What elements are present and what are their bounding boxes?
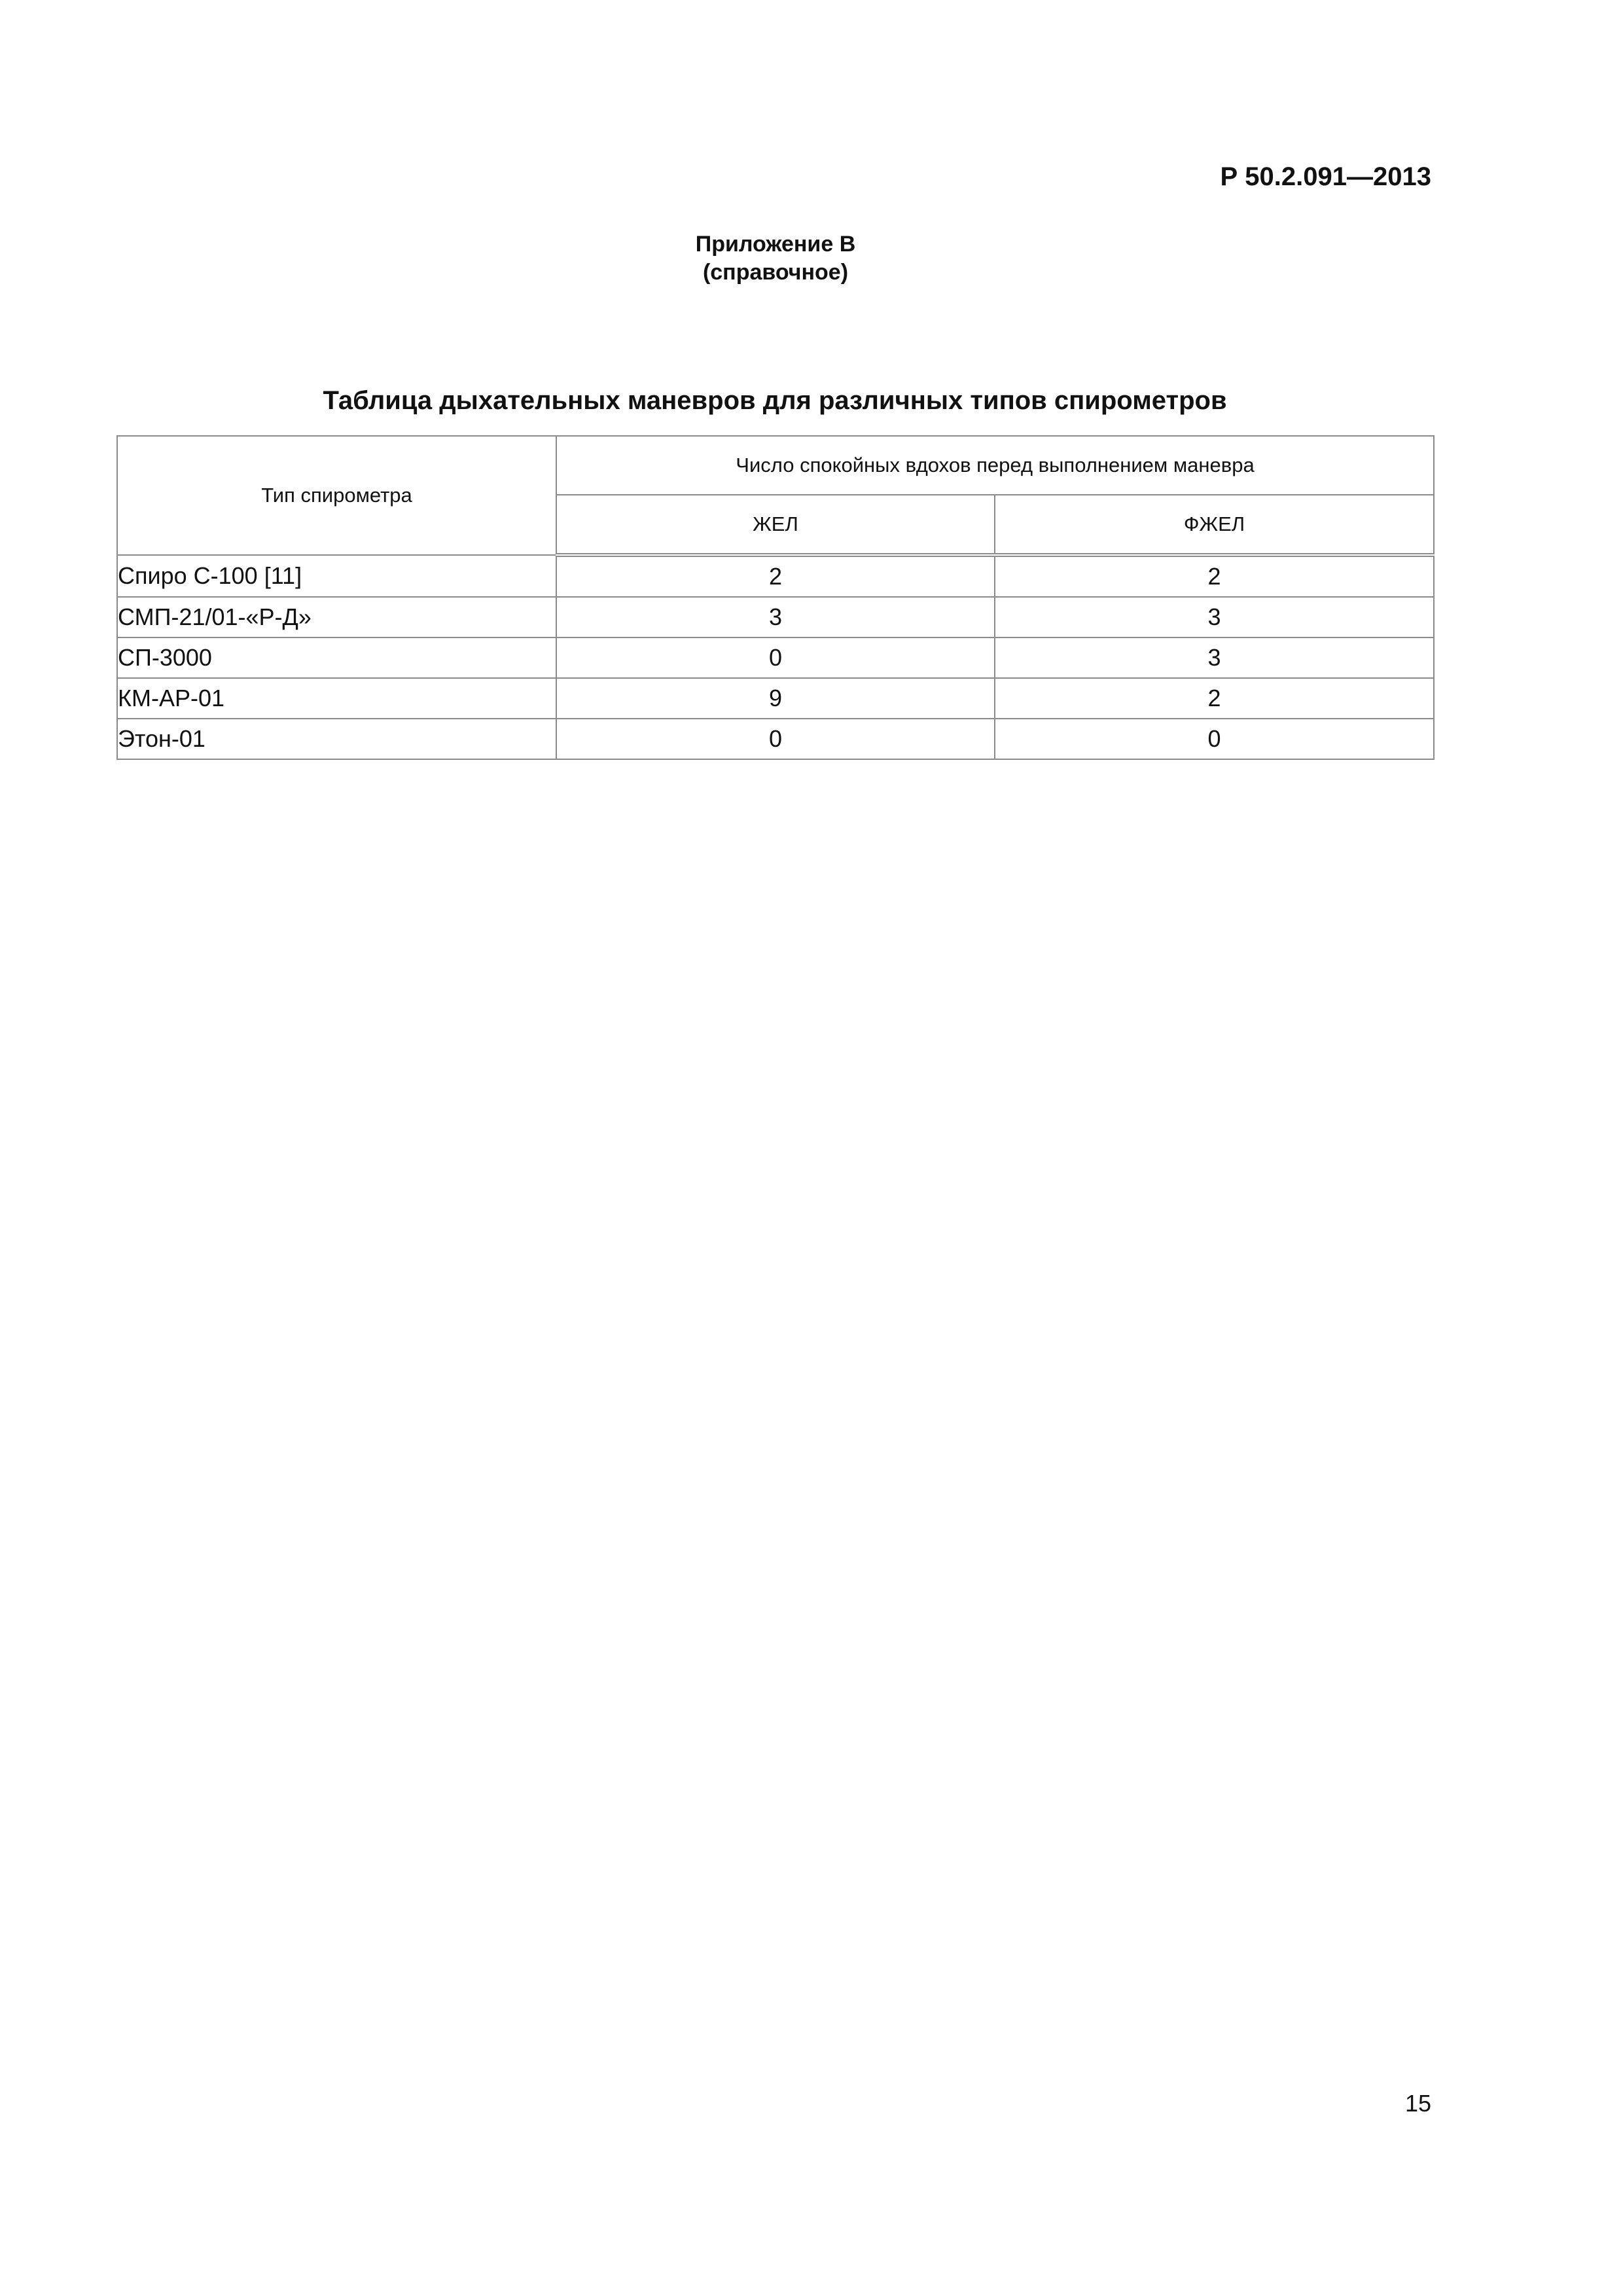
cell-fvc-breaths: 3 xyxy=(995,597,1434,637)
appendix-heading xyxy=(0,230,1551,287)
header-fvc: ФЖЕЛ xyxy=(995,495,1434,555)
spirometer-table xyxy=(116,435,1435,760)
appendix-title: Приложение В xyxy=(695,232,856,257)
cell-spirometer-name: Спиро С-100 [11] xyxy=(117,555,556,597)
table-row xyxy=(117,597,1434,637)
cell-spirometer-name: Этон-01 xyxy=(117,719,556,759)
table-title: Таблица дыхательных маневров для различных типов спирометров xyxy=(323,386,1227,415)
table-row xyxy=(117,555,1434,597)
cell-fvc-breaths: 3 xyxy=(995,637,1434,678)
header-spirometer-type: Тип спирометра xyxy=(117,436,556,555)
cell-spirometer-name: КМ-АР-01 xyxy=(117,678,556,719)
table-row xyxy=(117,719,1434,759)
table-row xyxy=(117,637,1434,678)
header-vc: ЖЕЛ xyxy=(556,495,995,555)
appendix-subtitle: (справочное) xyxy=(702,260,849,285)
cell-vc-breaths: 2 xyxy=(556,555,995,597)
header-breaths-group: Число спокойных вдохов перед выполнением маневра xyxy=(556,436,1434,495)
table-row xyxy=(117,678,1434,719)
cell-vc-breaths: 0 xyxy=(556,637,995,678)
cell-spirometer-name: СП-3000 xyxy=(117,637,556,678)
page-number: 15 xyxy=(1404,2090,1431,2117)
cell-vc-breaths: 3 xyxy=(556,597,995,637)
cell-vc-breaths: 0 xyxy=(556,719,995,759)
cell-fvc-breaths: 2 xyxy=(995,555,1434,597)
cell-vc-breaths: 9 xyxy=(556,678,995,719)
cell-fvc-breaths: 0 xyxy=(995,719,1434,759)
document-number: Р 50.2.091—2013 xyxy=(1220,162,1431,191)
cell-fvc-breaths: 2 xyxy=(995,678,1434,719)
cell-spirometer-name: СМП-21/01-«Р-Д» xyxy=(117,597,556,637)
